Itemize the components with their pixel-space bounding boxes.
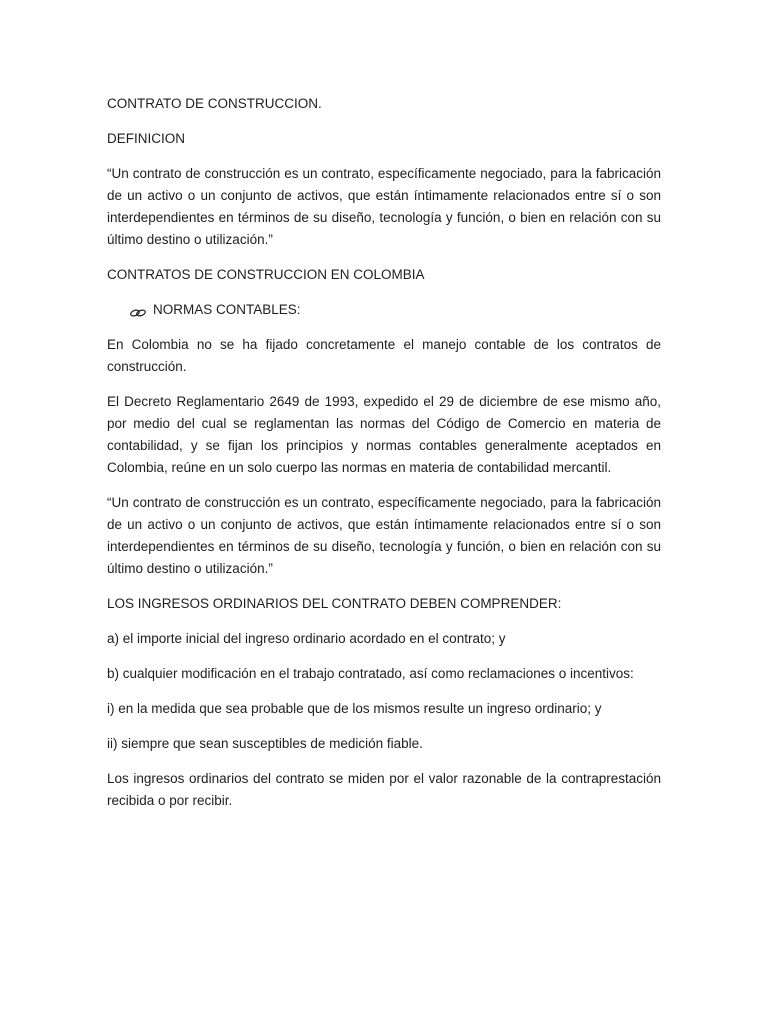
colombia-heading: CONTRATOS DE CONSTRUCCION EN COLOMBIA	[107, 267, 425, 282]
document-page	[107, 93, 661, 812]
normas-contables-label: NORMAS CONTABLES:	[153, 302, 301, 317]
list-item-a: a) el importe inicial del ingreso ordinario acordado en el contrato; y	[107, 631, 506, 646]
list-item-b: b) cualquier modificación en el trabajo contratado, así como reclamaciones o incentivos:	[107, 666, 634, 681]
document-title: CONTRATO DE CONSTRUCCION.	[107, 96, 322, 111]
list-item-ii: ii) siempre que sean susceptibles de medición fiable.	[107, 736, 423, 751]
colombia-paragraph: En Colombia no se ha fijado concretamente el manejo contable de los contratos de construcción.	[107, 337, 661, 374]
link-chain-icon	[129, 304, 147, 316]
normas-contables-bullet	[129, 299, 661, 321]
definition-heading: DEFINICION	[107, 131, 186, 146]
definition-paragraph: “Un contrato de construcción es un contrato, específicamente negociado, para la fabricación de un activo o un conjunto de activos, que están íntimamente relacionados entre sí o son interdependientes en términos de su diseño, tecnología y función, o bien en relación con su último destino o utilización.”	[107, 166, 661, 247]
quote-paragraph: “Un contrato de construcción es un contrato, específicamente negociado, para la fabricación de un activo o un conjunto de activos, que están íntimamente relacionados entre sí o son interdependientes en términos de su diseño, tecnología y función, o bien en relación con su último destino o utilización.”	[107, 495, 661, 576]
final-paragraph: Los ingresos ordinarios del contrato se miden por el valor razonable de la contraprestación recibida o por recibir.	[107, 771, 661, 808]
list-item-i: i) en la medida que sea probable que de los mismos resulte un ingreso ordinario; y	[107, 701, 602, 716]
decreto-paragraph: El Decreto Reglamentario 2649 de 1993, expedido el 29 de diciembre de ese mismo año, por medio del cual se reglamentan las normas del Código de Comercio en materia de contabilidad, y se fijan los principios y normas contables generalmente aceptados en Colombia, reúne en un solo cuerpo las normas en materia de contabilidad mercantil.	[107, 394, 661, 475]
ingresos-heading: LOS INGRESOS ORDINARIOS DEL CONTRATO DEBEN COMPRENDER:	[107, 596, 562, 611]
